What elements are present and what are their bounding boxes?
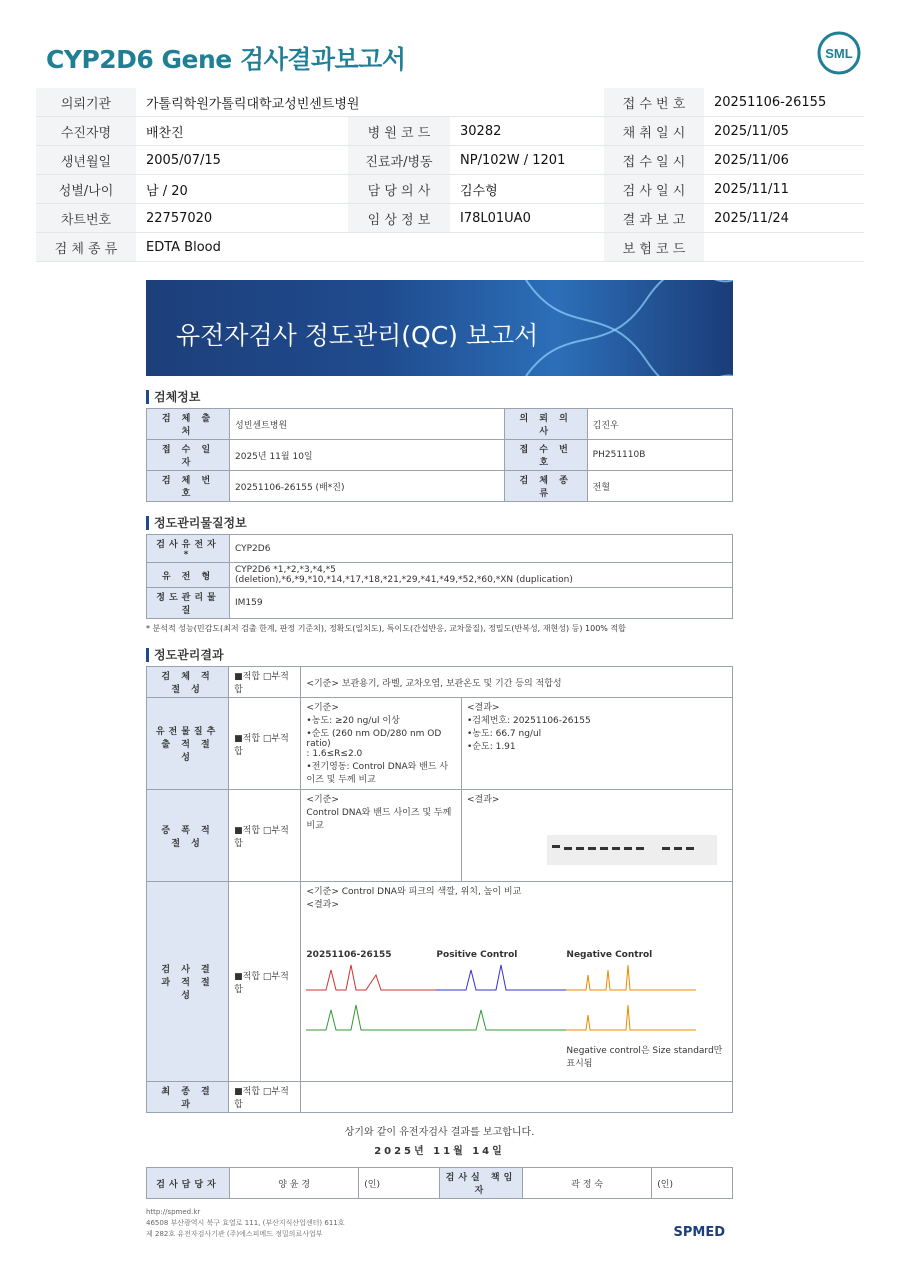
table-row — [147, 698, 733, 790]
cell-label: 유 전 형 — [147, 563, 230, 588]
cell-label: 검사실 책임자 — [439, 1168, 522, 1199]
specimen-info-table — [146, 408, 733, 502]
footer-url: http://spmed.kr — [146, 1208, 201, 1216]
peak-note: Negative control은 Size standard만 표시됨 — [566, 1046, 723, 1069]
cell-value: IM159 — [230, 588, 733, 619]
footer — [146, 1207, 733, 1240]
patient-info-table — [36, 88, 864, 262]
footer-license: 제 282호 유전자검사기관 (주)에스피메드 정밀의료사업부 — [146, 1230, 323, 1238]
cell-value: PH251110B — [587, 440, 732, 471]
info-label: 보 험 코 드 — [604, 233, 704, 262]
cell-value: 성빈센트병원 — [230, 409, 505, 440]
peak-sample — [566, 950, 727, 1069]
qc-banner-title: 유전자검사 정도관리(QC) 보고서 — [176, 321, 539, 350]
footer-address: 46508 부산광역시 북구 효열로 111, (부산지식산업센터) 611호 — [146, 1219, 345, 1227]
spmed-logo: SPMED — [673, 1225, 725, 1240]
info-value: EDTA Blood — [136, 233, 604, 262]
info-value: 남 / 20 — [136, 175, 348, 204]
cell-label: 검 사 결 과 적 절 성 — [147, 882, 229, 1082]
cell-label: 검 체 종 류 — [504, 471, 587, 502]
info-label: 접 수 일 시 — [604, 146, 704, 175]
info-label: 검 사 일 시 — [604, 175, 704, 204]
info-label: 생년월일 — [36, 146, 136, 175]
signer-name: 양 윤 경 — [230, 1168, 359, 1199]
peak-label: Negative Control — [566, 950, 653, 960]
signature-table — [146, 1167, 733, 1199]
info-value: 2025/11/06 — [704, 146, 864, 175]
table-row — [147, 563, 733, 588]
info-value: NP/102W / 1201 — [450, 146, 604, 175]
result-text: <결과> •검체번호: 20251106-26155 •농도: 66.7 ng/ul •순도: 1.91 — [462, 698, 733, 790]
info-label: 접 수 번 호 — [604, 88, 704, 117]
info-label: 병 원 코 드 — [348, 117, 450, 146]
seal-text: (인) — [652, 1168, 733, 1199]
qc-report — [146, 280, 733, 1240]
genotype-line: (deletion),*6,*9,*10,*14,*17,*18,*21,*29,*41,*49,*52,*60,*XN (duplication) — [235, 575, 573, 585]
info-value: 김수형 — [450, 175, 604, 204]
info-value: 2005/07/15 — [136, 146, 348, 175]
check-status: ■적합 □부적합 — [229, 882, 301, 1082]
info-label: 차트번호 — [36, 204, 136, 233]
info-value: 가톨릭학원가톨릭대학교성빈센트병원 — [136, 88, 604, 117]
criteria-text: <기준> 보관용기, 라벨, 교차오염, 보관온도 및 기간 등의 적합성 — [301, 667, 733, 698]
table-row — [36, 175, 864, 204]
table-row — [147, 535, 733, 563]
info-label: 담 당 의 사 — [348, 175, 450, 204]
cell-label: 최 종 결 과 — [147, 1082, 229, 1113]
info-value: I78L01UA0 — [450, 204, 604, 233]
cell-label: 접 수 일 자 — [147, 440, 230, 471]
criteria-text: <기준> Control DNA와 밴드 사이즈 및 두께 비교 — [301, 790, 462, 882]
table-row — [147, 882, 733, 1082]
info-label: 결 과 보 고 — [604, 204, 704, 233]
cell-value — [230, 563, 733, 588]
info-label: 임 상 정 보 — [348, 204, 450, 233]
table-row — [36, 88, 864, 117]
report-date: 2025년 11월 14일 — [374, 1146, 505, 1157]
cell-label: 검사담당자 — [147, 1168, 230, 1199]
check-status: ■적합 □부적합 — [229, 1082, 301, 1113]
cell-label: 의 뢰 의 사 — [504, 409, 587, 440]
info-label: 채 취 일 시 — [604, 117, 704, 146]
info-label: 성별/나이 — [36, 175, 136, 204]
info-value: 배찬진 — [136, 117, 348, 146]
table-row — [147, 1082, 733, 1113]
peak-cell — [301, 882, 733, 1082]
info-label: 의뢰기관 — [36, 88, 136, 117]
criteria-text: <기준> •농도: ≥20 ng/ul 이상 •순도 (260 nm OD/280 nm OD ratio) : 1.6≤R≤2.0 •전기영동: Control DNA와 밴드 사이즈 및 두께 비교 — [301, 698, 462, 790]
table-row — [147, 588, 733, 619]
svg-text:SML: SML — [825, 46, 853, 61]
info-label: 진료과/병동 — [348, 146, 450, 175]
peak-chart — [436, 960, 566, 1040]
sml-logo — [816, 30, 862, 76]
report-title: CYP2D6 Gene 검사결과보고서 — [46, 45, 406, 74]
genotype-line: CYP2D6 *1,*2,*3,*4,*5 — [235, 565, 336, 575]
section-title: 검체정보 — [146, 390, 733, 404]
qc-material-table — [146, 534, 733, 619]
final-statement: 상기와 같이 유전자검사 결과를 보고합니다. — [344, 1127, 535, 1138]
table-row — [147, 440, 733, 471]
section-title: 정도관리결과 — [146, 648, 733, 662]
cell-value: 김진우 — [587, 409, 732, 440]
table-row — [147, 471, 733, 502]
peak-sample — [306, 950, 436, 1069]
table-row — [147, 790, 733, 882]
check-status: ■적합 □부적합 — [229, 698, 301, 790]
table-row — [36, 233, 864, 262]
info-value: 2025/11/11 — [704, 175, 864, 204]
cell-label: 접 수 번 호 — [504, 440, 587, 471]
signer-name: 곽 정 숙 — [522, 1168, 651, 1199]
cell-value: CYP2D6 — [230, 535, 733, 563]
check-status: ■적합 □부적합 — [229, 790, 301, 882]
table-row — [147, 1168, 733, 1199]
gel-cell — [462, 790, 733, 882]
info-value: 2025/11/05 — [704, 117, 864, 146]
info-value: 22757020 — [136, 204, 348, 233]
peak-chart — [306, 960, 436, 1040]
info-label: 검 체 종 류 — [36, 233, 136, 262]
cell-label: 유전물질추출 적 절 성 — [147, 698, 229, 790]
info-value: 20251106-26155 — [704, 88, 864, 117]
criteria-text: <기준> Control DNA와 피크의 색깔, 위치, 높이 비교 <결과> — [306, 887, 522, 910]
section-title: 정도관리물질정보 — [146, 516, 733, 530]
table-row — [147, 409, 733, 440]
result-label: <결과> — [467, 795, 500, 805]
info-value — [704, 233, 864, 262]
cell-value: 20251106-26155 (배*진) — [230, 471, 505, 502]
peak-label: 20251106-26155 — [306, 950, 392, 960]
info-label: 수진자명 — [36, 117, 136, 146]
cell-value: 2025년 11월 10일 — [230, 440, 505, 471]
gel-image — [467, 805, 727, 875]
qc-banner — [146, 280, 733, 376]
info-value: 30282 — [450, 117, 604, 146]
cell-label: 검 체 적 절 성 — [147, 667, 229, 698]
cell-label: 검사유전자* — [147, 535, 230, 563]
seal-text: (인) — [359, 1168, 440, 1199]
peak-chart — [566, 960, 696, 1040]
info-value: 2025/11/24 — [704, 204, 864, 233]
table-row — [36, 146, 864, 175]
check-status: ■적합 □부적합 — [229, 667, 301, 698]
table-row — [147, 667, 733, 698]
cell-value: 전혈 — [587, 471, 732, 502]
cell-label: 증 폭 적 절 성 — [147, 790, 229, 882]
cell-label: 검 체 출 처 — [147, 409, 230, 440]
peak-sample — [436, 950, 566, 1069]
performance-note: * 분석적 성능(민감도(최저 검출 한계, 판정 기준치), 정확도(일치도), 특이도(간섭반응, 교차물질), 정밀도(반복성, 재현성) 등) 100% 적합 — [146, 624, 626, 633]
table-row — [36, 204, 864, 233]
cell-label: 정도관리물질 — [147, 588, 230, 619]
qc-result-table — [146, 666, 733, 1113]
cell-label: 검 체 번 호 — [147, 471, 230, 502]
peak-label: Positive Control — [436, 950, 518, 960]
table-row — [36, 117, 864, 146]
